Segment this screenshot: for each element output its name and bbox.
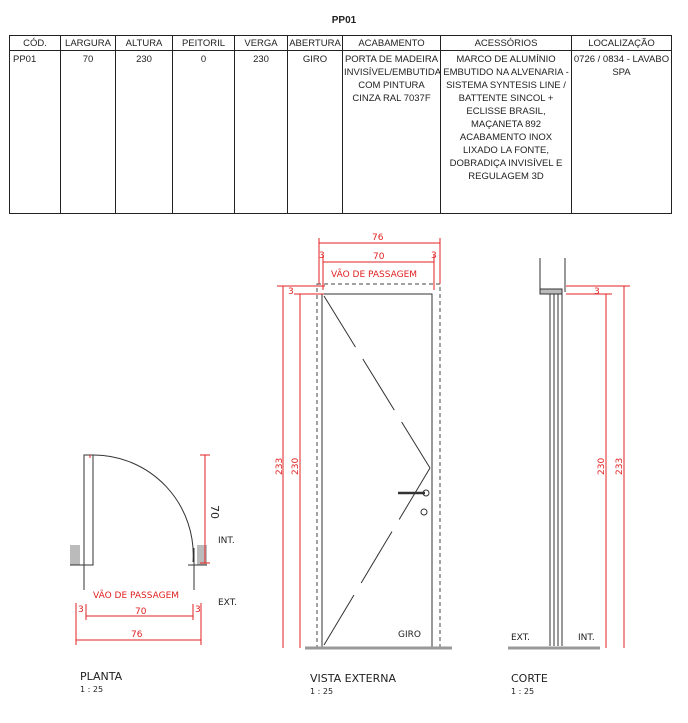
cell-altura: 230 bbox=[116, 51, 173, 214]
label-ext: EXT. bbox=[218, 598, 237, 608]
dim-76: 76 bbox=[131, 630, 143, 640]
dim-70: 70 bbox=[135, 607, 147, 617]
header-cod: CÓD. bbox=[10, 36, 61, 51]
corte-scale: 1 : 25 bbox=[511, 687, 535, 696]
planta-scale: 1 : 25 bbox=[80, 685, 104, 694]
corte-section-view bbox=[508, 258, 630, 696]
label-vao-passagem-vista: VÃO DE PASSAGEM bbox=[331, 270, 418, 280]
tick-3-left: 3 bbox=[78, 605, 84, 615]
vista-scale: 1 : 25 bbox=[310, 687, 334, 696]
header-acabamento: ACABAMENTO bbox=[343, 36, 441, 51]
header-largura: LARGURA bbox=[61, 36, 116, 51]
label-int-section: INT. bbox=[578, 633, 595, 643]
label-vao-passagem: VÃO DE PASSAGEM bbox=[93, 591, 180, 601]
tick-3-section: 3 bbox=[594, 287, 600, 297]
tick-3-right: 3 bbox=[195, 605, 201, 615]
cell-peitoril: 0 bbox=[173, 51, 235, 214]
dim-230-section: 230 bbox=[597, 457, 607, 475]
cell-largura: 70 bbox=[61, 51, 116, 214]
header-peitoril: PEITORIL bbox=[173, 36, 235, 51]
label-giro: GIRO bbox=[398, 630, 421, 640]
cell-cod: PP01 bbox=[10, 51, 61, 214]
dim-230: 230 bbox=[291, 457, 301, 475]
cell-acabamento: PORTA DE MADEIRA INVISÍVEL/EMBUTIDA COM PINTURA CINZA RAL 7037F bbox=[343, 51, 441, 214]
opening-diagonal-bottom bbox=[324, 468, 430, 645]
dim-233: 233 bbox=[275, 457, 285, 475]
cell-abertura: GIRO bbox=[288, 51, 343, 214]
sheet-title: PP01 bbox=[331, 15, 357, 26]
door-leaf-plan bbox=[84, 455, 93, 565]
wall-left-hatch bbox=[70, 545, 80, 565]
opening-diagonal-top bbox=[324, 296, 430, 468]
label-ext-section: EXT. bbox=[511, 633, 530, 643]
tick-3-side: 3 bbox=[288, 287, 294, 297]
planta-plan-view bbox=[70, 455, 237, 694]
header-altura: ALTURA bbox=[116, 36, 173, 51]
vista-externa-elevation bbox=[275, 233, 452, 696]
corte-title: CORTE bbox=[511, 672, 548, 685]
door-leaf bbox=[322, 294, 432, 648]
dim-70-swing: 70 bbox=[208, 505, 221, 519]
cell-acessorios: MARCO DE ALUMÍNIO EMBUTIDO NA ALVENARIA - SISTEMA SYNTESIS LINE / BATTENTE SINCOL + ECLISSE BRASIL, MAÇANETA 892 ACABAMENTO INOX LIXADO LA FONTE, DOBRADIÇA INVISÍVEL E REGULAGEM 3D bbox=[441, 51, 572, 214]
tick-3-top-left: 3 bbox=[319, 251, 325, 261]
lock-cylinder bbox=[421, 509, 427, 515]
vista-title: VISTA EXTERNA bbox=[310, 672, 396, 685]
label-int: INT. bbox=[218, 536, 235, 546]
cell-verga: 230 bbox=[235, 51, 288, 214]
header-verga: VERGA bbox=[235, 36, 288, 51]
lintel-section bbox=[540, 289, 562, 294]
header-abertura: ABERTURA bbox=[289, 37, 341, 49]
door-swing-arc bbox=[93, 455, 193, 562]
planta-title: PLANTA bbox=[80, 670, 123, 683]
frame-dashed-outline bbox=[317, 284, 440, 648]
header-localizacao: LOCALIZAÇÃO bbox=[572, 36, 672, 51]
dim-233-section: 233 bbox=[615, 457, 625, 475]
cell-localizacao: 0726 / 0834 - LAVABO SPA bbox=[572, 51, 672, 214]
dim-76-top: 76 bbox=[372, 233, 384, 243]
header-acessorios: ACESSÓRIOS bbox=[441, 36, 572, 51]
dim-70-top: 70 bbox=[373, 252, 385, 262]
tick-3-top-right: 3 bbox=[431, 251, 437, 261]
